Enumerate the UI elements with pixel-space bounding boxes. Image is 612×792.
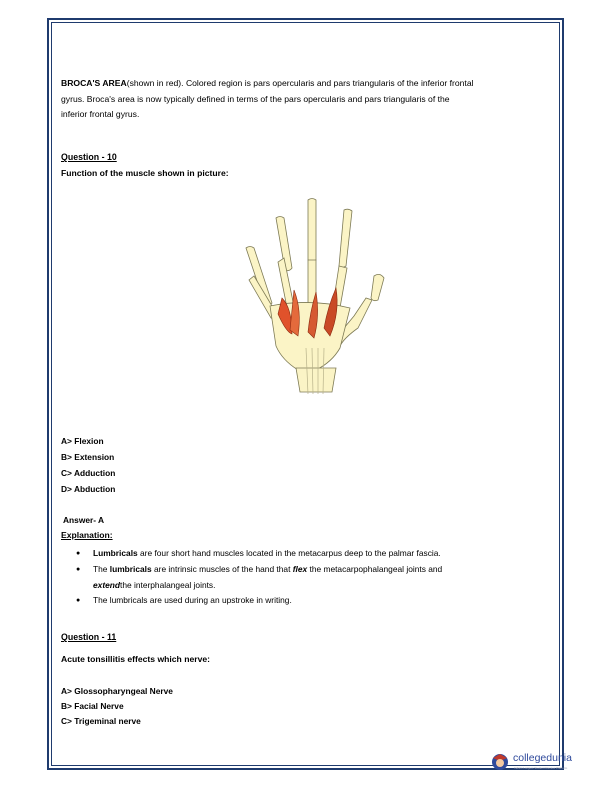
broca-title: BROCA'S AREA [61,78,127,88]
q11-option-c: C> Trigeminal nerve [61,716,141,726]
list-item: ● The lumbricals are used during an upstroke in writing. [76,593,546,609]
question-11-heading: Question - 11 [61,632,117,642]
broca-line2: gyrus. Broca's area is now typically defined in terms of the pars opercularis and pars triangularis of the [61,93,450,104]
collegedunia-logo-text: collegedunia [513,752,572,764]
question-11-text: Acute tonsillitis effects which nerve: [61,654,210,664]
question-10-text: Function of the muscle shown in picture: [61,168,229,178]
broca-line1: (shown in red). Colored region is pars opercularis and pars triangularis of the inferior frontal [126,78,474,88]
list-item: ● Lumbricals are four short hand muscles located in the metacarpus deep to the palmar fascia. [76,546,546,562]
broca-paragraph [61,76,555,123]
q10-option-c: C> Adduction [61,468,116,478]
explanation-list [76,546,546,609]
q10-explanation-label: Explanation: [61,530,113,540]
hand-lumbricals-illustration [236,198,388,406]
list-item: ● The lumbricals are intrinsic muscles of the hand that flex the metacarpophalangeal joints and extendthe interphalangeal joints. [76,562,546,594]
q11-option-a: A> Glossopharyngeal Nerve [61,686,173,696]
q10-answer: Answer- A [63,515,105,525]
q10-option-d: D> Abduction [61,484,116,494]
q10-option-b: B> Extension [61,452,115,462]
broca-line3: inferior frontal gyrus. [61,109,140,119]
question-10-heading: Question - 10 [61,152,117,162]
collegedunia-tagline: India's Largest Student Review Platform [514,766,568,770]
q10-option-a: A> Flexion [61,436,104,446]
q11-option-b: B> Facial Nerve [61,701,124,711]
